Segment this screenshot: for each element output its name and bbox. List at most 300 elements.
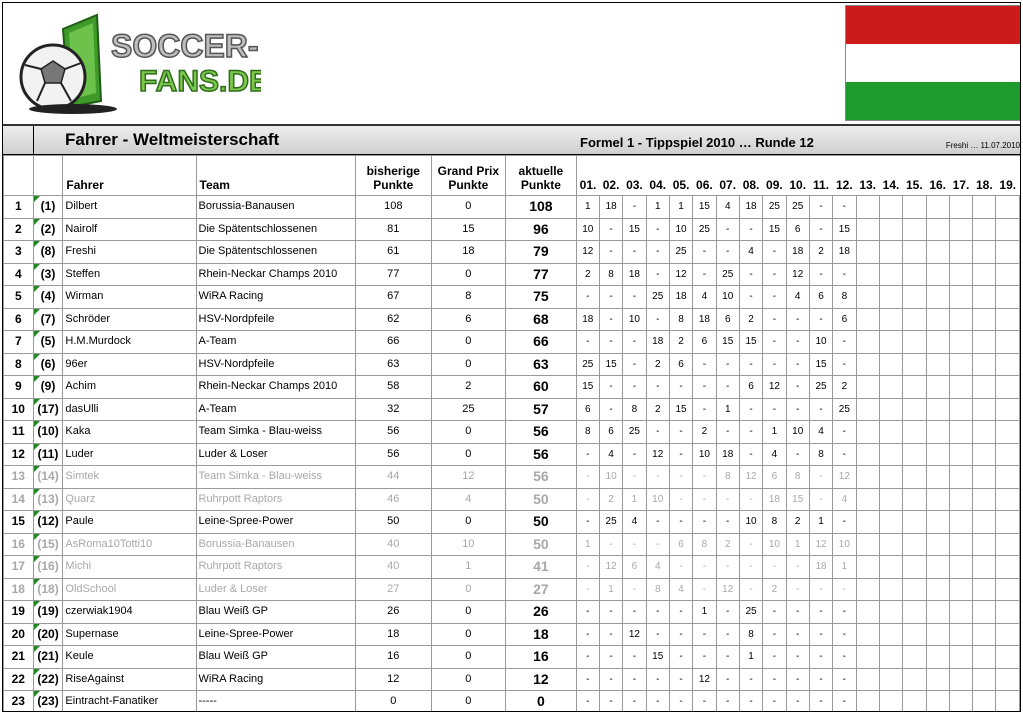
aktuelle-punkte-cell: 57 (506, 398, 576, 421)
round-points-cell (973, 286, 996, 309)
round-points-cell (879, 376, 902, 399)
table-row (4, 691, 1020, 713)
round-points-cell: - (763, 601, 786, 624)
round-points-cell: 15 (809, 353, 832, 376)
round-points-cell: - (599, 691, 622, 713)
round-points-cell: 12 (763, 376, 786, 399)
round-points-cell: - (833, 668, 856, 691)
bisherige-punkte-cell: 63 (356, 353, 431, 376)
round-points-cell: 15 (599, 353, 622, 376)
driver-cell: Paule (63, 511, 196, 534)
round-points-cell (856, 263, 879, 286)
previous-position-cell: (22) (33, 668, 63, 691)
round-points-cell (996, 308, 1020, 331)
round-points-cell (973, 353, 996, 376)
round-points-cell: - (693, 353, 716, 376)
round-points-cell (879, 443, 902, 466)
table-row (4, 533, 1020, 556)
aktuelle-punkte-cell: 77 (506, 263, 576, 286)
round-points-cell (973, 601, 996, 624)
round-points-cell: - (716, 488, 739, 511)
previous-position-cell: (17) (33, 398, 63, 421)
round-points-cell: - (833, 511, 856, 534)
aktuelle-punkte-cell: 63 (506, 353, 576, 376)
bisherige-punkte-cell: 66 (356, 331, 431, 354)
bisherige-punkte-cell: 108 (356, 196, 431, 219)
table-row (4, 286, 1020, 309)
table-row (4, 218, 1020, 241)
round-points-cell (949, 421, 972, 444)
round-points-cell: - (599, 308, 622, 331)
driver-cell: Steffen (63, 263, 196, 286)
round-points-cell: - (646, 376, 669, 399)
driver-cell: Luder (63, 443, 196, 466)
round-points-cell: - (693, 376, 716, 399)
round-points-cell: - (669, 646, 692, 669)
round-points-cell (903, 443, 926, 466)
round-points-cell (996, 218, 1020, 241)
grand-prix-punkte-cell: 0 (431, 646, 506, 669)
position-cell: 7 (4, 331, 34, 354)
driver-cell: OldSchool (63, 578, 196, 601)
round-points-cell (903, 533, 926, 556)
round-points-cell: 2 (646, 398, 669, 421)
bisherige-punkte-cell: 44 (356, 466, 431, 489)
round-points-cell (996, 668, 1020, 691)
round-points-cell: - (809, 578, 832, 601)
team-cell: Luder & Loser (196, 443, 356, 466)
header-bisherige-line1: bisherige (366, 164, 420, 178)
round-points-cell (973, 308, 996, 331)
round-points-cell (949, 511, 972, 534)
round-points-cell: - (693, 488, 716, 511)
round-points-cell: - (693, 556, 716, 579)
round-points-cell: - (669, 556, 692, 579)
round-points-cell (996, 601, 1020, 624)
table-row (4, 196, 1020, 219)
team-cell: Team Simka - Blau-weiss (196, 466, 356, 489)
table-row (4, 668, 1020, 691)
round-points-cell: 1 (739, 646, 762, 669)
round-points-cell: 15 (739, 331, 762, 354)
round-points-cell: 4 (786, 286, 809, 309)
round-points-cell: 4 (833, 488, 856, 511)
round-points-cell (856, 331, 879, 354)
round-points-cell (949, 331, 972, 354)
round-points-cell: 6 (833, 308, 856, 331)
round-points-cell: 6 (576, 398, 599, 421)
previous-position-cell: (13) (33, 488, 63, 511)
bisherige-punkte-cell: 0 (356, 691, 431, 713)
round-points-cell: 6 (623, 556, 646, 579)
round-points-cell: 8 (599, 263, 622, 286)
round-points-cell (973, 421, 996, 444)
team-cell: HSV-Nordpfeile (196, 353, 356, 376)
logo-text-line1: SOCCER- (111, 28, 259, 64)
round-points-cell (973, 646, 996, 669)
round-points-cell: - (576, 511, 599, 534)
round-points-cell: 25 (809, 376, 832, 399)
round-points-cell (903, 511, 926, 534)
round-points-cell: - (739, 398, 762, 421)
round-points-cell: 10 (693, 443, 716, 466)
round-points-cell: 8 (739, 623, 762, 646)
standings-body (4, 196, 1020, 713)
round-points-cell: - (833, 196, 856, 219)
round-points-cell (973, 398, 996, 421)
round-points-cell (903, 218, 926, 241)
round-points-cell: 8 (669, 308, 692, 331)
round-points-cell: - (576, 556, 599, 579)
round-points-cell (949, 466, 972, 489)
round-points-cell (856, 286, 879, 309)
round-points-cell: - (739, 353, 762, 376)
round-points-cell (996, 533, 1020, 556)
aktuelle-punkte-cell: 50 (506, 533, 576, 556)
position-cell: 14 (4, 488, 34, 511)
header-round: 09. (763, 156, 786, 196)
round-points-cell: - (763, 308, 786, 331)
grand-prix-punkte-cell: 0 (431, 668, 506, 691)
round-points-cell: 10 (623, 308, 646, 331)
position-cell: 21 (4, 646, 34, 669)
round-points-cell (879, 578, 902, 601)
round-points-cell (926, 218, 949, 241)
round-points-cell (973, 623, 996, 646)
driver-cell: 96er (63, 353, 196, 376)
round-points-cell: - (739, 443, 762, 466)
round-points-cell (879, 196, 902, 219)
round-points-cell: 25 (599, 511, 622, 534)
round-points-cell: - (646, 241, 669, 264)
soccer-fans-logo (11, 9, 261, 117)
round-points-cell (973, 443, 996, 466)
round-points-cell: - (739, 556, 762, 579)
header-position (4, 156, 34, 196)
round-points-cell: 10 (669, 218, 692, 241)
round-points-cell: - (786, 331, 809, 354)
round-points-cell: 10 (739, 511, 762, 534)
round-points-cell: 10 (599, 466, 622, 489)
round-points-cell: - (739, 286, 762, 309)
grand-prix-punkte-cell: 15 (431, 218, 506, 241)
round-points-cell: 12 (693, 668, 716, 691)
round-points-cell (903, 488, 926, 511)
position-cell: 18 (4, 578, 34, 601)
position-cell: 22 (4, 668, 34, 691)
round-points-cell: 12 (576, 241, 599, 264)
bisherige-punkte-cell: 12 (356, 668, 431, 691)
team-cell: Borussia-Banausen (196, 533, 356, 556)
round-points-cell: - (693, 398, 716, 421)
round-points-cell (856, 488, 879, 511)
round-points-cell (949, 443, 972, 466)
round-points-cell: 8 (763, 511, 786, 534)
previous-position-cell: (7) (33, 308, 63, 331)
round-points-cell: - (599, 218, 622, 241)
round-points-cell (996, 578, 1020, 601)
round-points-cell (996, 691, 1020, 713)
round-points-cell: - (763, 398, 786, 421)
header-aktuelle-punkte (506, 156, 576, 196)
round-points-cell (879, 398, 902, 421)
round-points-cell: - (669, 466, 692, 489)
round-points-cell (973, 241, 996, 264)
grand-prix-punkte-cell: 0 (431, 691, 506, 713)
round-points-cell: - (669, 691, 692, 713)
driver-cell: RiseAgainst (63, 668, 196, 691)
round-points-cell (856, 196, 879, 219)
round-points-cell (926, 331, 949, 354)
round-points-cell (879, 533, 902, 556)
round-points-cell (856, 443, 879, 466)
round-points-cell: 1 (833, 556, 856, 579)
bisherige-punkte-cell: 46 (356, 488, 431, 511)
round-points-cell: 4 (623, 511, 646, 534)
round-points-cell (996, 466, 1020, 489)
table-row (4, 466, 1020, 489)
grand-prix-punkte-cell: 0 (431, 331, 506, 354)
round-points-cell (856, 376, 879, 399)
grand-prix-punkte-cell: 1 (431, 556, 506, 579)
round-points-cell: 4 (763, 443, 786, 466)
header-previous-position (33, 156, 63, 196)
soccer-fans-logo-graphic (11, 9, 261, 117)
round-points-cell: - (646, 668, 669, 691)
round-points-cell: - (693, 691, 716, 713)
round-points-cell (903, 556, 926, 579)
round-points-cell: 15 (669, 398, 692, 421)
header-gp-line2: Punkte (448, 178, 489, 192)
round-points-cell: 18 (669, 286, 692, 309)
aktuelle-punkte-cell: 16 (506, 646, 576, 669)
grand-prix-punkte-cell: 18 (431, 241, 506, 264)
table-row (4, 623, 1020, 646)
bisherige-punkte-cell: 56 (356, 443, 431, 466)
round-points-cell: - (716, 623, 739, 646)
round-points-cell (903, 196, 926, 219)
round-points-cell (996, 623, 1020, 646)
aktuelle-punkte-cell: 75 (506, 286, 576, 309)
round-points-cell (856, 646, 879, 669)
round-points-cell: 15 (763, 218, 786, 241)
round-points-cell: - (716, 691, 739, 713)
bisherige-punkte-cell: 77 (356, 263, 431, 286)
round-points-cell (949, 488, 972, 511)
round-points-cell: 15 (833, 218, 856, 241)
round-points-cell (949, 263, 972, 286)
round-points-cell (949, 376, 972, 399)
header-fahrer: Fahrer (63, 156, 196, 196)
round-points-cell: 10 (716, 286, 739, 309)
previous-position-cell: (8) (33, 241, 63, 264)
round-points-cell (879, 623, 902, 646)
round-points-cell: 4 (716, 196, 739, 219)
round-points-cell (856, 556, 879, 579)
round-points-cell (949, 241, 972, 264)
round-points-cell: - (623, 668, 646, 691)
bisherige-punkte-cell: 81 (356, 218, 431, 241)
round-points-cell: - (576, 623, 599, 646)
hungary-flag (845, 5, 1021, 121)
driver-cell: Quarz (63, 488, 196, 511)
round-points-cell: - (576, 488, 599, 511)
round-points-cell: 12 (623, 623, 646, 646)
grand-prix-punkte-cell: 25 (431, 398, 506, 421)
bisherige-punkte-cell: 58 (356, 376, 431, 399)
header-team: Team (196, 156, 356, 196)
round-points-cell (856, 421, 879, 444)
round-points-cell: - (786, 376, 809, 399)
position-cell: 15 (4, 511, 34, 534)
aktuelle-punkte-cell: 66 (506, 331, 576, 354)
round-points-cell: - (599, 376, 622, 399)
round-points-cell (973, 668, 996, 691)
table-row (4, 601, 1020, 624)
round-points-cell (926, 263, 949, 286)
table-row (4, 511, 1020, 534)
round-points-cell (996, 488, 1020, 511)
championship-title: Fahrer - Weltmeisterschaft (65, 130, 280, 149)
header-round: 18. (973, 156, 996, 196)
table-row (4, 578, 1020, 601)
round-points-cell: 25 (693, 218, 716, 241)
round-points-cell: 4 (599, 443, 622, 466)
round-points-cell: 12 (716, 578, 739, 601)
round-points-cell (926, 623, 949, 646)
bisherige-punkte-cell: 62 (356, 308, 431, 331)
previous-position-cell: (3) (33, 263, 63, 286)
round-points-cell: 2 (646, 353, 669, 376)
round-points-cell: - (599, 623, 622, 646)
round-points-cell: - (809, 691, 832, 713)
header-round: 07. (716, 156, 739, 196)
round-points-cell: 8 (786, 466, 809, 489)
round-points-cell: 18 (739, 196, 762, 219)
round-points-cell: - (623, 533, 646, 556)
round-points-cell (856, 601, 879, 624)
team-cell: ----- (196, 691, 356, 713)
round-points-cell (856, 578, 879, 601)
round-points-cell: - (599, 668, 622, 691)
round-points-cell (879, 241, 902, 264)
driver-cell: Kaka (63, 421, 196, 444)
header-round: 11. (809, 156, 832, 196)
round-points-cell (996, 241, 1020, 264)
round-points-cell: - (623, 578, 646, 601)
round-points-cell: 25 (576, 353, 599, 376)
team-cell: A-Team (196, 331, 356, 354)
header-round: 12. (833, 156, 856, 196)
round-points-cell: 18 (646, 331, 669, 354)
round-points-cell: - (623, 376, 646, 399)
driver-cell: Nairolf (63, 218, 196, 241)
grand-prix-punkte-cell: 10 (431, 533, 506, 556)
header-round: 14. (879, 156, 902, 196)
round-points-cell: 18 (576, 308, 599, 331)
round-points-cell: 4 (693, 286, 716, 309)
round-points-cell (879, 691, 902, 713)
team-cell: Ruhrpott Raptors (196, 556, 356, 579)
round-points-cell (926, 601, 949, 624)
round-points-cell: 25 (623, 421, 646, 444)
title-bar (3, 124, 1021, 155)
driver-cell: czerwiak1904 (63, 601, 196, 624)
team-cell: WiRA Racing (196, 286, 356, 309)
round-points-cell (856, 623, 879, 646)
previous-position-cell: (12) (33, 511, 63, 534)
round-points-cell (879, 466, 902, 489)
round-points-cell: - (786, 623, 809, 646)
team-cell: Borussia-Banausen (196, 196, 356, 219)
round-points-cell: - (599, 533, 622, 556)
grand-prix-punkte-cell: 12 (431, 466, 506, 489)
round-points-cell: 1 (809, 511, 832, 534)
round-points-cell: 1 (623, 488, 646, 511)
round-points-cell (926, 353, 949, 376)
team-cell: Blau Weiß GP (196, 601, 356, 624)
round-points-cell (903, 601, 926, 624)
previous-position-cell: (23) (33, 691, 63, 713)
bisherige-punkte-cell: 16 (356, 646, 431, 669)
round-points-cell (879, 353, 902, 376)
round-points-cell: - (693, 578, 716, 601)
round-points-cell: - (786, 353, 809, 376)
table-row (4, 263, 1020, 286)
round-points-cell: 18 (599, 196, 622, 219)
round-points-cell: 10 (576, 218, 599, 241)
round-points-cell: - (716, 646, 739, 669)
round-points-cell: - (833, 601, 856, 624)
round-points-cell: 12 (809, 533, 832, 556)
driver-cell: Dilbert (63, 196, 196, 219)
round-points-cell (879, 308, 902, 331)
round-points-cell: 12 (646, 443, 669, 466)
round-points-cell: 1 (669, 196, 692, 219)
round-points-cell: - (646, 466, 669, 489)
previous-position-cell: (1) (33, 196, 63, 219)
round-points-cell (949, 556, 972, 579)
round-points-cell (996, 398, 1020, 421)
flag-stripe-middle (846, 44, 1020, 82)
round-points-cell: - (716, 353, 739, 376)
aktuelle-punkte-cell: 0 (506, 691, 576, 713)
driver-cell: Michi (63, 556, 196, 579)
round-points-cell: 15 (693, 196, 716, 219)
round-points-cell: - (739, 578, 762, 601)
aktuelle-punkte-cell: 27 (506, 578, 576, 601)
round-points-cell: - (716, 556, 739, 579)
round-points-cell: 6 (669, 533, 692, 556)
round-points-cell: 18 (786, 241, 809, 264)
bisherige-punkte-cell: 40 (356, 533, 431, 556)
round-points-cell: - (669, 376, 692, 399)
round-points-cell: - (833, 331, 856, 354)
round-points-cell (973, 556, 996, 579)
round-points-cell (903, 691, 926, 713)
driver-cell: AsRoma10Totti10 (63, 533, 196, 556)
round-points-cell (949, 353, 972, 376)
header-aktuelle-line1: aktuelle (518, 164, 564, 178)
round-points-cell: - (833, 578, 856, 601)
header-round: 02. (599, 156, 622, 196)
header-round: 05. (669, 156, 692, 196)
round-points-cell: 18 (716, 443, 739, 466)
previous-position-cell: (2) (33, 218, 63, 241)
header-bisherige-punkte (356, 156, 431, 196)
round-points-cell: - (786, 601, 809, 624)
round-points-cell: - (576, 691, 599, 713)
